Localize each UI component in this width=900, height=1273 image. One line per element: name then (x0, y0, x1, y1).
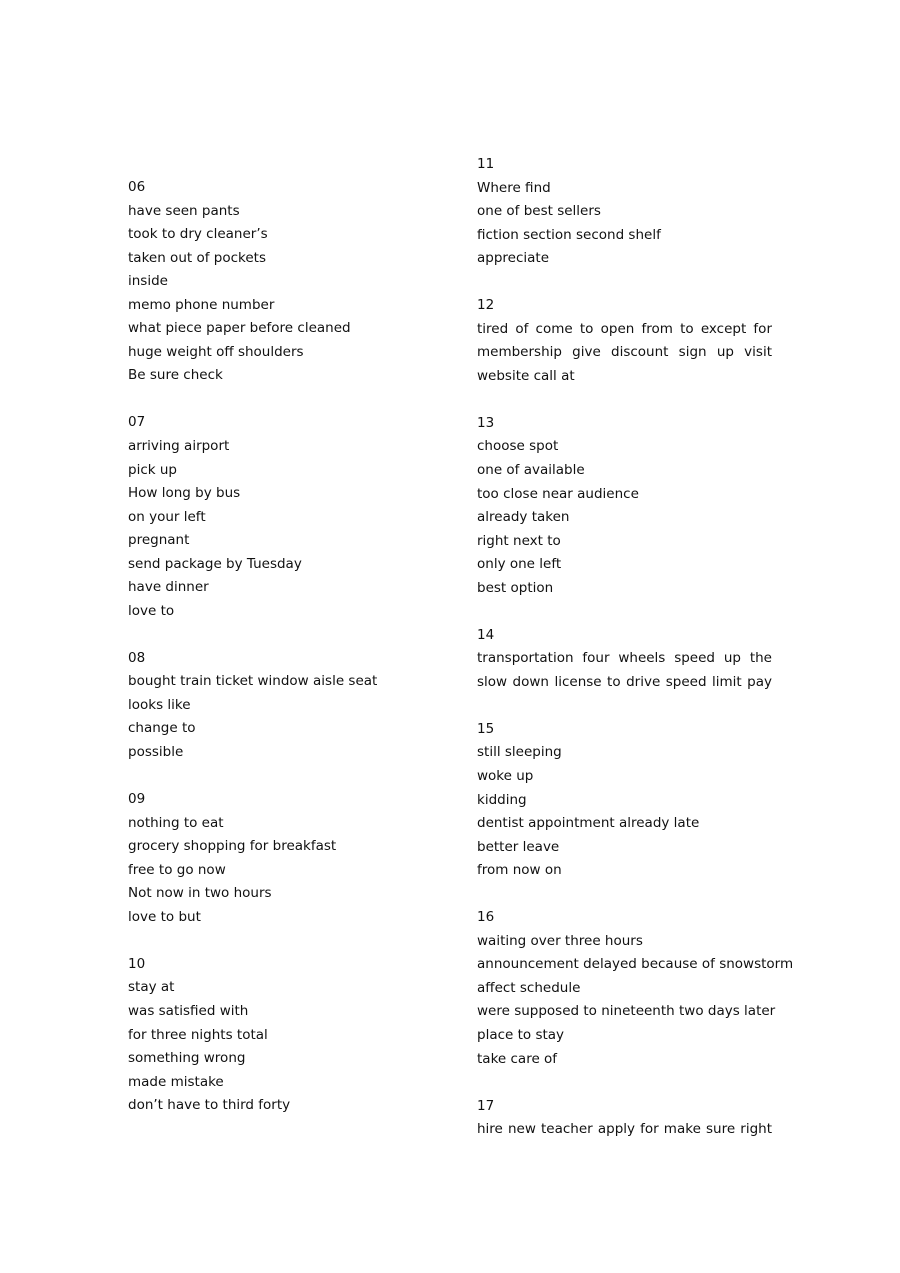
keyword-line: waiting over three hours (477, 932, 643, 949)
keyword-line: transportation four wheels speed up the (477, 650, 772, 667)
keyword-line: pregnant (128, 532, 190, 549)
question-number: 15 (477, 720, 495, 737)
keyword-line: already taken (477, 509, 570, 526)
keyword-line: hire new teacher apply for make sure right (477, 1121, 772, 1138)
keyword-line: love to but (128, 908, 201, 925)
keyword-line: tired of come to open from to except for (477, 320, 772, 337)
keyword-line: nothing to eat (128, 814, 224, 831)
keyword-line: was satisfied with (128, 1002, 249, 1019)
keyword-line: stay at (128, 979, 175, 996)
keyword-line: Not now in two hours (128, 885, 272, 902)
keyword-line: looks like (128, 696, 191, 713)
keyword-line: were supposed to nineteenth two days later (477, 1003, 776, 1020)
keyword-line: one of best sellers (477, 203, 601, 220)
question-section (477, 153, 772, 271)
keyword-line: Where find (477, 179, 551, 196)
keyword-line: dentist appointment already late (477, 815, 700, 832)
left-column (128, 176, 428, 1141)
keyword-line: fiction section second shelf (477, 226, 661, 243)
keyword-line: kidding (477, 791, 527, 808)
right-column (477, 153, 794, 1165)
keyword-line: website call at (477, 367, 575, 384)
keyword-line: choose spot (477, 438, 559, 455)
keyword-line: possible (128, 744, 184, 761)
question-number: 07 (128, 414, 146, 431)
keyword-line: made mistake (128, 1073, 224, 1090)
keyword-line: better leave (477, 838, 560, 855)
question-number: 11 (477, 156, 495, 172)
keyword-line: memo phone number (128, 296, 275, 313)
keyword-line: slow down license to drive speed limit pay (477, 673, 772, 690)
question-number: 12 (477, 297, 495, 314)
keyword-line: what piece paper before cleaned (128, 320, 351, 337)
question-number: 17 (477, 1097, 495, 1114)
keyword-line: something wrong (128, 1050, 246, 1067)
question-section (128, 953, 428, 1118)
keyword-line: send package by Tuesday (128, 555, 302, 572)
keyword-line: right next to (477, 532, 561, 549)
question-section (477, 412, 772, 600)
keyword-line: from now on (477, 862, 562, 879)
question-number: 13 (477, 414, 495, 431)
keyword-line: one of available (477, 462, 585, 479)
question-number: 08 (128, 649, 146, 666)
keyword-line: affect schedule (477, 979, 581, 996)
keyword-line: have dinner (128, 579, 209, 596)
question-number: 16 (477, 909, 495, 926)
keyword-line: inside (128, 273, 168, 290)
keyword-line: taken out of pockets (128, 249, 266, 266)
keyword-line: woke up (477, 768, 534, 785)
question-section (477, 294, 772, 388)
keyword-line: took to dry cleaner’s (128, 226, 268, 243)
keyword-line: don’t have to third forty (128, 1097, 291, 1114)
keyword-line: huge weight off shoulders (128, 343, 304, 360)
keyword-line: place to stay (477, 1027, 565, 1043)
question-section (128, 411, 428, 623)
question-section (477, 718, 772, 883)
question-section (128, 647, 428, 765)
keyword-line: on your left (128, 508, 206, 525)
keyword-line: free to go now (128, 861, 226, 878)
keyword-line: change to (128, 720, 196, 737)
keyword-line: appreciate (477, 250, 550, 267)
keyword-line: have seen pants (128, 202, 240, 219)
question-section (477, 906, 794, 1071)
keyword-line: for three nights total (128, 1026, 268, 1043)
keyword-line: announcement delayed because of snowstorm (477, 956, 794, 973)
question-number: 14 (477, 626, 495, 643)
keyword-line: membership give discount sign up visit (477, 344, 772, 361)
keyword-line: too close near audience (477, 485, 639, 502)
question-section (128, 176, 428, 388)
keyword-line: arriving airport (128, 437, 230, 454)
keyword-line: only one left (477, 556, 562, 573)
question-number: 06 (128, 179, 146, 195)
keyword-line: love to (128, 602, 175, 619)
keyword-line: Be sure check (128, 367, 223, 384)
keyword-line: best option (477, 579, 554, 596)
keyword-line: take care of (477, 1050, 558, 1067)
keyword-line: grocery shopping for breakfast (128, 838, 337, 855)
keyword-line: pick up (128, 461, 177, 478)
question-number: 09 (128, 791, 146, 808)
keyword-line: still sleeping (477, 744, 562, 761)
question-section (128, 788, 428, 929)
keyword-line: bought train ticket window aisle seat (128, 673, 378, 690)
question-section (477, 1095, 772, 1142)
keyword-line: How long by bus (128, 485, 241, 502)
question-section (477, 624, 772, 695)
question-number: 10 (128, 955, 146, 972)
